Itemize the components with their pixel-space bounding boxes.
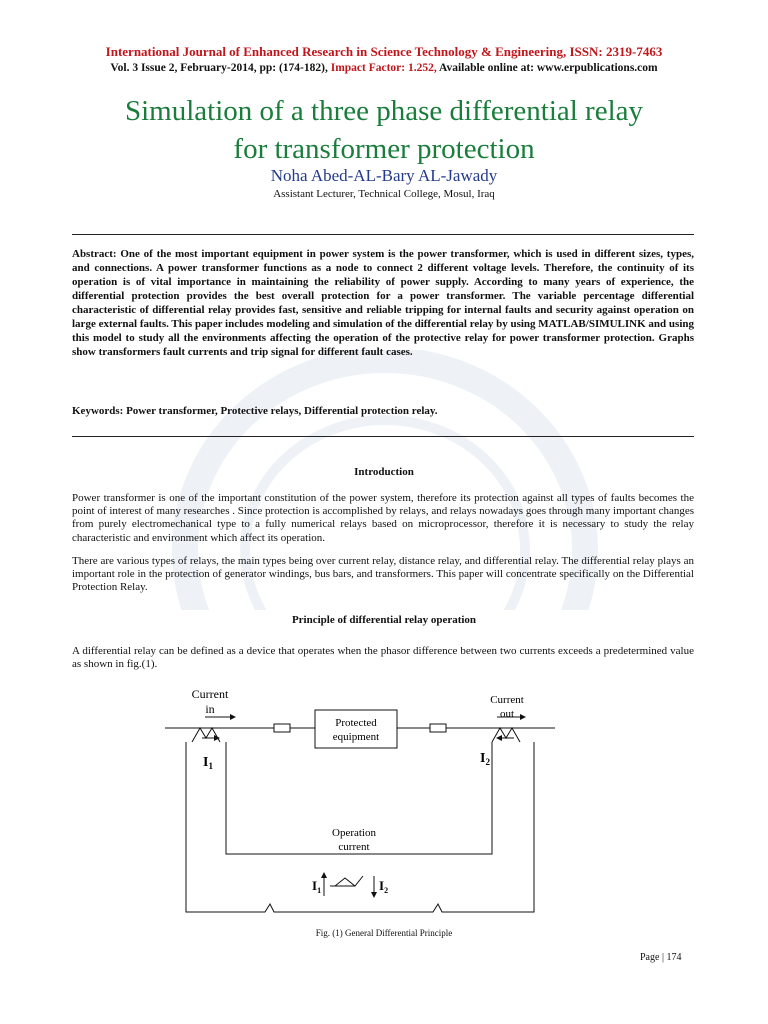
current-in-label-line2: in xyxy=(205,702,215,716)
page-number: Page | 174 xyxy=(640,952,682,963)
differential-principle-figure xyxy=(150,680,570,926)
current-in-label-line1: Current xyxy=(191,687,229,701)
i1-label: $I_1$ xyxy=(203,755,213,771)
current-out-label-line2: out xyxy=(499,708,515,720)
paper-affiliation: Assistant Lecturer, Technical College, Mosul, Iraq xyxy=(273,188,495,200)
paper-abstract: Abstract: One of the most important equipment in power system is the power transformer, which is used in different sizes, types, and connections. A power transformer functions as a node to connect 2 different voltage levels. Therefore, the continuity of its operation is of vital importance in maintaining the reliability of power supply. According to many years of experience, the differential protection provides the best overall protection for a power transformer. The variable percentage differential characteristic of differential relay provides fast, sensitive and reliable tripping for internal faults and security against operation on large external faults. This paper includes modeling and simulation of the differential relay by using MATLAB/SIMULINK and using this model to study all the environments affecting the operation of the protective relay for power transformer protection. Graphs show transformers fault currents and trip signal for different fault cases. xyxy=(72,248,694,358)
journal-name: International Journal of Enhanced Research in Science Technology & Engineering, xyxy=(105,44,567,59)
equipment-label-line2: equipment xyxy=(332,731,380,743)
relay-i1-label: $I_1$ xyxy=(312,878,322,895)
journal-header xyxy=(0,44,768,60)
journal-impact: Impact Factor: 1.252, xyxy=(330,62,437,74)
figure-caption: Fig. (1) General Differential Principle xyxy=(315,928,453,938)
i2-label: $I_2$ xyxy=(480,751,490,767)
intro-paragraph-1: Power transformer is one of the important constitution of the power system, therefore its protection against all types of faults becomes the point of interest of many researches . Since protection is accomplished by relays, and relays nowadays goes through many important changes from purely electromechanical type to a fully numerical relays based on microprocessor, therefore it is necessary to study the relay characteristic and environment which affect its operation. xyxy=(72,492,694,544)
breaker-left xyxy=(274,724,290,732)
journal-issn: ISSN: 2319-7463 xyxy=(569,44,663,59)
journal-volume-line xyxy=(0,62,768,74)
relay-i2-label: $I_2$ xyxy=(379,878,389,895)
journal-volume: Vol. 3 Issue 2, February-2014, pp: (174-182), xyxy=(110,62,328,74)
paper-keywords: Keywords: Power transformer, Protective relays, Differential protection relay. xyxy=(72,405,438,417)
intro-paragraph-2: There are various types of relays, the main types being over current relay, distance relay, and differential relay. The differential relay plays an important role in the protection of generator windings, bus bars, and transformers. This paper will concentrate specifically on the Differential Protection Relay. xyxy=(72,555,694,594)
equipment-label-line1: Protected xyxy=(335,717,377,729)
operation-label-line1: Operation xyxy=(332,827,376,839)
paper-title xyxy=(0,92,768,168)
paper-author: Noha Abed-AL-Bary AL-Jawady xyxy=(270,166,498,185)
relay-i2-arrowhead xyxy=(371,892,377,898)
paper-title-line1: Simulation of a three phase differential relay xyxy=(124,95,644,127)
ct-right-arrowhead xyxy=(496,735,502,741)
relay-i1-arrowhead xyxy=(321,872,327,878)
intro-heading: Introduction xyxy=(354,466,414,478)
principle-paragraph: A differential relay can be defined as a device that operates when the phasor difference between two currents exceeds a predetermined value as shown in fig.(1). xyxy=(72,645,694,671)
current-out-arrowhead xyxy=(520,714,526,720)
ct-right-symbol xyxy=(492,728,520,742)
principle-heading: Principle of differential relay operation xyxy=(291,614,477,626)
breaker-right xyxy=(430,724,446,732)
relay-coil xyxy=(335,876,363,886)
current-out-label-line1: Current xyxy=(490,694,524,706)
paper-title-line2: for transformer protection xyxy=(233,133,535,165)
operation-label-line2: current xyxy=(338,841,370,853)
divider-bottom xyxy=(72,436,694,437)
journal-availability: Available online at: www.erpublications.com xyxy=(439,62,658,74)
current-in-arrowhead xyxy=(230,714,236,720)
divider-top xyxy=(72,234,694,235)
